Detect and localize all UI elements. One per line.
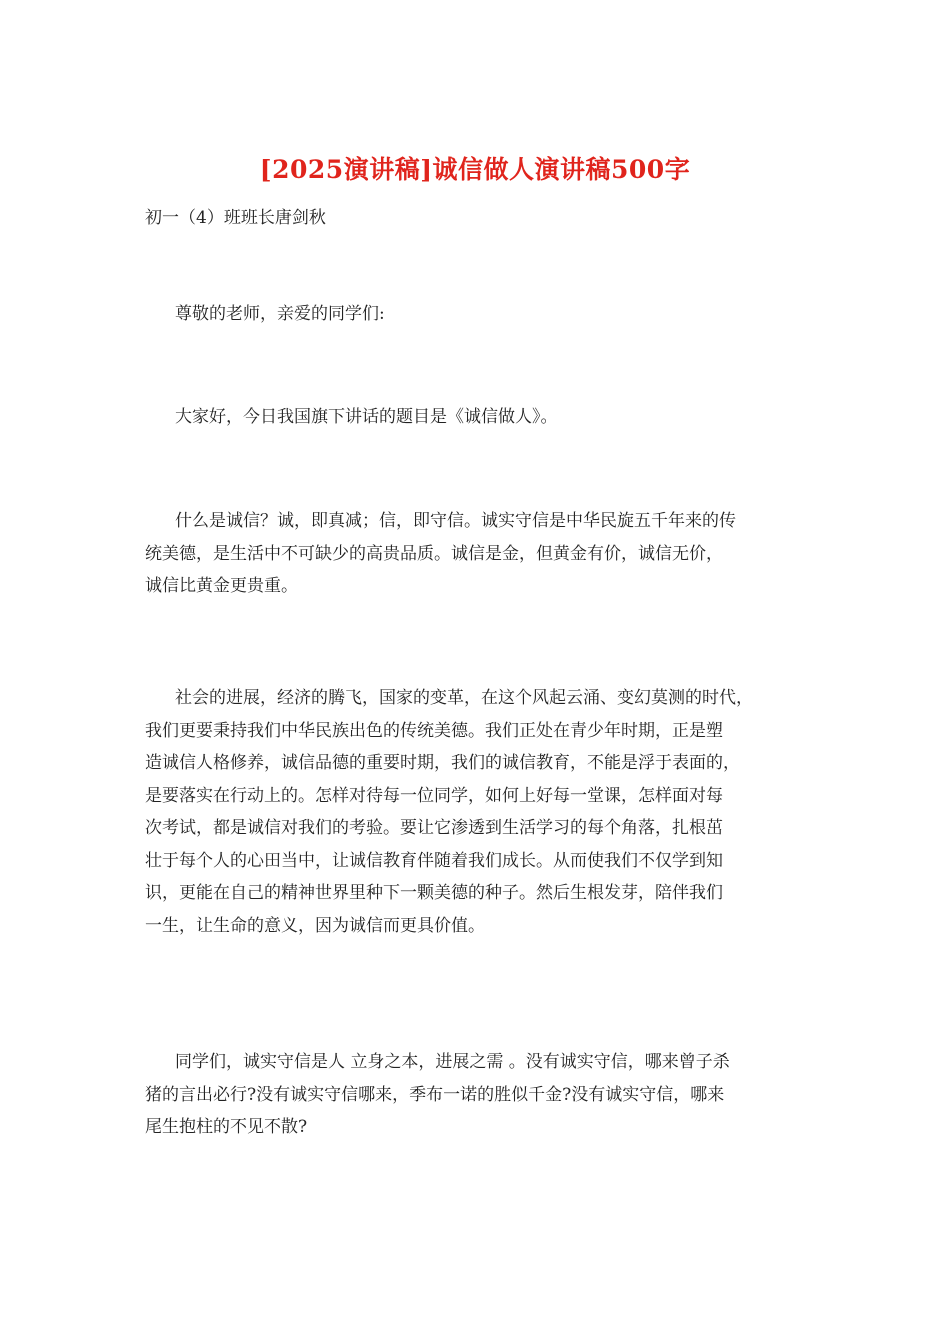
intro-paragraph — [145, 401, 810, 434]
paragraph-line: 尾生抱柱的不见不散? — [145, 1117, 308, 1137]
paragraph-line: 壮于每个人的心田当中，让诚信教育伴随着我们成长。从而使我们不仅学到知 — [145, 850, 723, 871]
document-title: [2025演讲稿]诚信做人演讲稿500字 — [259, 155, 691, 184]
paragraph-line: 猪的言出必行?没有诚实守信哪来，季布一诺的胜似千金?没有诚实守信，哪来 — [145, 1084, 725, 1105]
author-line: 初一（4）班班长唐剑秋 — [145, 208, 326, 228]
paragraph-line: 识，更能在自己的精神世界里种下一颗美德的种子。然后生根发芽，陪伴我们 — [145, 883, 723, 903]
paragraph-line: 统美德，是生活中不可缺少的高贵品质。诚信是金，但黄金有价，诚信无价， — [145, 543, 723, 564]
paragraph-line: 一生，让生命的意义，因为诚信而更具价值。 — [145, 915, 485, 936]
paragraph-line: 次考试，都是诚信对我们的考验。要让它渗透到生活学习的每个角落，扎根茁 — [145, 818, 723, 838]
paragraph-line: 诚信比黄金更贵重。 — [145, 576, 298, 596]
paragraph-line: 同学们，诚实守信是人 立身之本，进展之需 。没有诚实守信，哪来曾子杀 — [175, 1052, 730, 1072]
paragraph-line: 什么是诚信？诚，即真减；信，即守信。诚实守信是中华民旋五千年来的传 — [175, 511, 736, 531]
paragraph-line: 尊敬的老师，亲爱的同学们: — [175, 304, 385, 324]
paragraph-line: 造诚信人格修养，诚信品德的重要时期，我们的诚信教育，不能是浮于表面的， — [145, 753, 740, 773]
paragraph-line: 是要落实在行动上的。怎样对待每一位同学，如何上好每一堂课，怎样面对每 — [145, 785, 723, 806]
greeting-paragraph — [145, 298, 810, 331]
paragraph-line: 社会的进展，经济的腾飞，国家的变革，在这个风起云涌、变幻莫测的时代， — [175, 688, 753, 708]
society-paragraph — [145, 682, 810, 942]
definition-paragraph — [145, 505, 810, 603]
paragraph-line: 大家好，今日我国旗下讲话的题目是《诚信做人》。 — [175, 407, 558, 427]
paragraph-line: 我们更要秉持我们中华民族出色的传统美德。我们正处在青少年时期，正是塑 — [145, 720, 723, 741]
classmates-paragraph — [145, 1046, 810, 1144]
